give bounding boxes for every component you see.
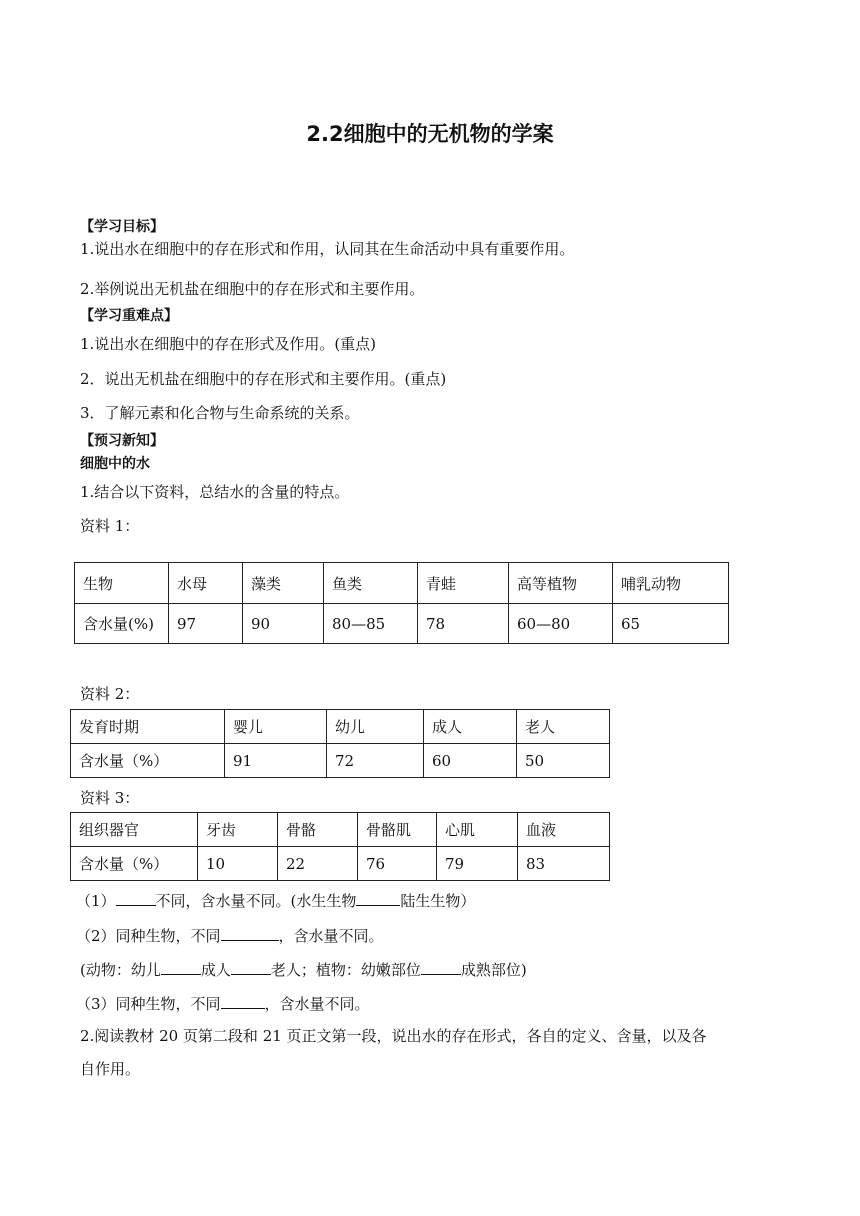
table-cell: 79	[437, 847, 518, 881]
key-points-header: 【学习重难点】	[80, 308, 178, 324]
table-cell: 组织器官	[71, 813, 198, 847]
fill-line-1: （1） 不同，含水量不同。(水生生物 陆生生物）	[76, 892, 476, 910]
goals-header: 【学习目标】	[80, 219, 164, 235]
table-cell: 含水量（%）	[71, 744, 225, 778]
answer-blank[interactable]	[221, 994, 265, 1009]
key-point-2: 2．说出无机盐在细胞中的存在形式和主要作用。(重点)	[80, 370, 447, 388]
table-cell: 鱼类	[324, 563, 418, 604]
goal-item-1: 1.说出水在细胞中的存在形式和作用，认同其在生命活动中具有重要作用。	[80, 240, 575, 258]
key-point-1: 1.说出水在细胞中的存在形式及作用。(重点)	[80, 335, 377, 353]
goal-item-2: 2.举例说出无机盐在细胞中的存在形式和主要作用。	[80, 280, 425, 298]
table-cell: 骨骼肌	[358, 813, 437, 847]
table-cell: 78	[418, 604, 509, 644]
table-cell: 幼儿	[327, 710, 424, 744]
material-3-table	[70, 812, 610, 881]
question-2-line-1: 2.阅读教材 20 页第二段和 21 页正文第一段，说出水的存在形式，各自的定义、含量，以及各	[80, 1027, 707, 1045]
table-cell: 80—85	[324, 604, 418, 644]
table-cell: 成人	[424, 710, 517, 744]
table-cell: 哺乳动物	[613, 563, 729, 604]
table-cell: 含水量(%)	[75, 604, 169, 644]
water-subheader: 细胞中的水	[80, 456, 150, 472]
material-2-table	[70, 709, 610, 778]
answer-blank[interactable]	[161, 960, 201, 975]
question-1: 1.结合以下资料，总结水的含量的特点。	[80, 483, 350, 501]
table-cell: 10	[198, 847, 278, 881]
table-cell: 高等植物	[509, 563, 613, 604]
fill-line-2: （2）同种生物，不同 ，含水量不同。	[76, 927, 384, 945]
table-cell: 60	[424, 744, 517, 778]
table-cell: 91	[225, 744, 327, 778]
fill-line-3: (动物：幼儿 成人 老人；植物：幼嫩部位 成熟部位)	[80, 961, 527, 979]
material-1-label: 资料 1：	[80, 517, 140, 535]
question-2-line-2: 自作用。	[80, 1060, 141, 1078]
table-cell: 心肌	[437, 813, 518, 847]
material-2-label: 资料 2：	[80, 685, 140, 703]
answer-blank[interactable]	[356, 891, 400, 906]
table-cell: 72	[327, 744, 424, 778]
table-cell: 婴儿	[225, 710, 327, 744]
material-3-label: 资料 3：	[80, 789, 140, 807]
answer-blank[interactable]	[116, 891, 156, 906]
table-cell: 发育时期	[71, 710, 225, 744]
answer-blank[interactable]	[231, 960, 271, 975]
table-cell: 生物	[75, 563, 169, 604]
table-cell: 22	[278, 847, 358, 881]
answer-blank[interactable]	[221, 926, 279, 941]
table-cell: 血液	[518, 813, 610, 847]
table-cell: 水母	[169, 563, 243, 604]
table-cell: 藻类	[243, 563, 324, 604]
table-cell: 65	[613, 604, 729, 644]
page-title: 2.2细胞中的无机物的学案	[306, 122, 554, 146]
key-point-3: 3．了解元素和化合物与生命系统的关系。	[80, 404, 360, 422]
table-cell: 老人	[517, 710, 610, 744]
table-cell: 50	[517, 744, 610, 778]
table-cell: 90	[243, 604, 324, 644]
table-cell: 牙齿	[198, 813, 278, 847]
answer-blank[interactable]	[421, 960, 461, 975]
table-cell: 97	[169, 604, 243, 644]
table-cell: 骨骼	[278, 813, 358, 847]
preview-header: 【预习新知】	[80, 433, 164, 449]
table-cell: 76	[358, 847, 437, 881]
table-cell: 青蛙	[418, 563, 509, 604]
table-cell: 83	[518, 847, 610, 881]
material-1-table	[74, 562, 729, 644]
fill-line-4: （3）同种生物，不同 ，含水量不同。	[76, 995, 370, 1013]
table-cell: 60—80	[509, 604, 613, 644]
table-cell: 含水量（%）	[71, 847, 198, 881]
